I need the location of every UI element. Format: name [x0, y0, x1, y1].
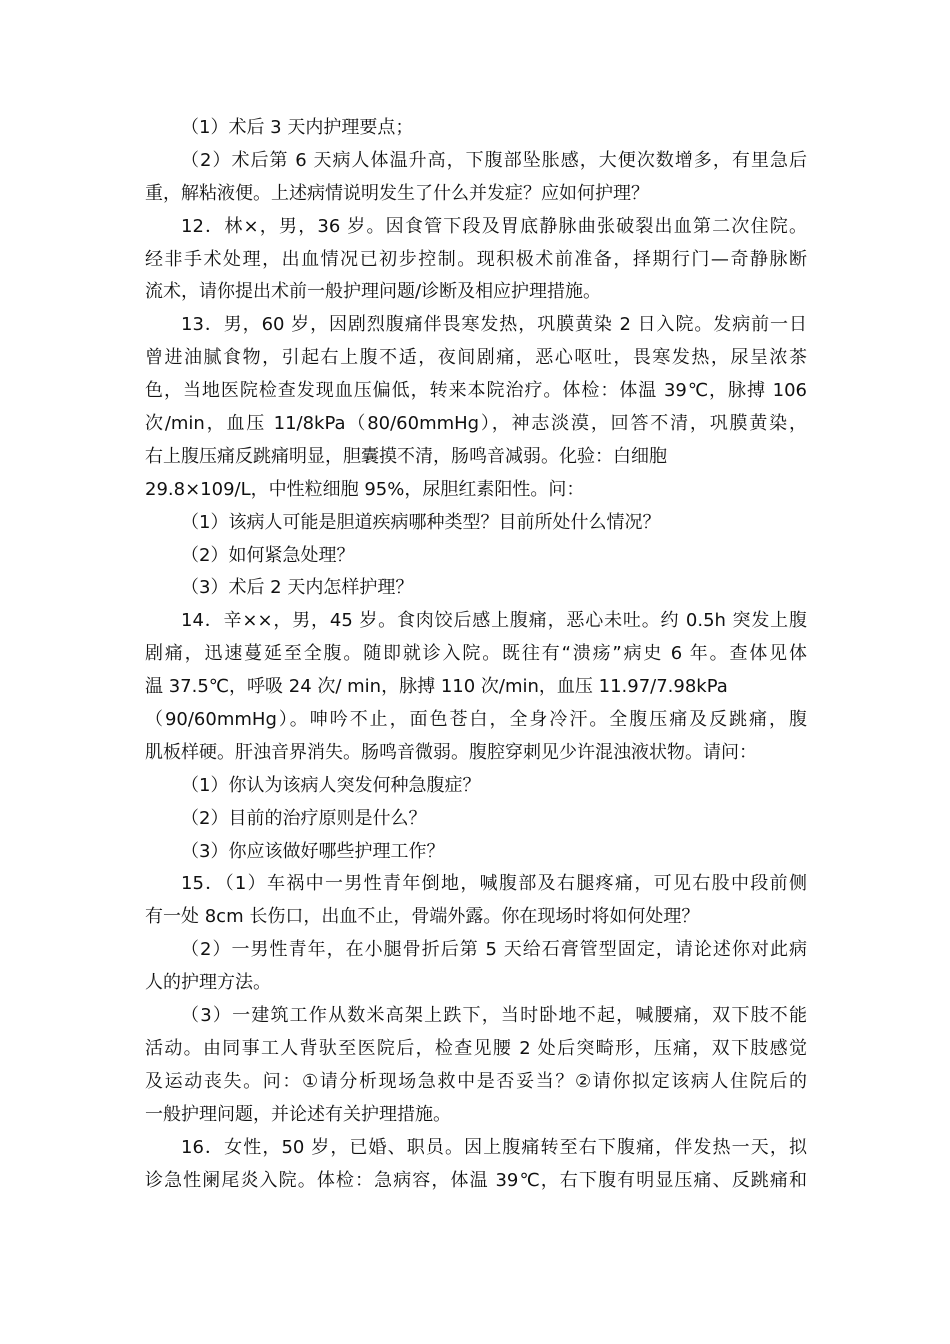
text-line: 有一处 8cm 长伤口，出血不止，骨端外露。你在现场时将如何处理？: [145, 906, 700, 928]
text-line: 14．辛××，男，45 岁。食肉饺后感上腹痛，恶心未吐。约 0.5h 突发上腹: [181, 610, 807, 632]
text-line: 流术，请你提出术前一般护理问题/诊断及相应护理措施。: [145, 281, 602, 303]
text-line: （1）该病人可能是胆道疾病哪种类型？目前所处什么情况？: [181, 511, 661, 533]
text-line: （2）一男性青年，在小腿骨折后第 5 天给石膏管型固定，请论述你对此病: [181, 939, 807, 961]
text-line: 色，当地医院检查发现血压偏低，转来本院治疗。体检：体温 39℃，脉搏 106: [145, 380, 807, 402]
text-line: （2）术后第 6 天病人体温升高，下腹部坠胀感，大便次数增多，有里急后: [181, 149, 807, 171]
text-line: 一般护理问题，并论述有关护理措施。: [145, 1103, 451, 1125]
text-line: 次/min，血压 11/8kPa（80/60mmHg），神志淡漠，回答不清，巩膜黄染，: [145, 413, 807, 435]
text-line: 温 37.5℃，呼吸 24 次/ min，脉搏 110 次/min，血压 11.97/7.98kPa: [145, 676, 728, 698]
text-line: （2）如何紧急处理？: [181, 544, 355, 566]
text-line: （2）目前的治疗原则是什么？: [181, 807, 427, 829]
text-line: 重，解粘液便。上述病情说明发生了什么并发症？应如何护理？: [145, 182, 649, 204]
text-line: （3）一建筑工作从数米高架上跌下，当时卧地不起，喊腰痛，双下肢不能: [181, 1005, 807, 1027]
text-line: （1）术后 3 天内护理要点；: [181, 117, 414, 138]
text-line: 右上腹压痛反跳痛明显，胆囊摸不清，肠鸣音减弱。化验：白细胞: [145, 445, 667, 467]
text-line: 剧痛，迅速蔓延至全腹。随即就诊入院。既往有“溃疡”病史 6 年。查体见体: [145, 643, 807, 665]
text-line: 经非手术处理，出血情况已初步控制。现积极术前准备，择期行门—奇静脉断: [145, 248, 807, 270]
text-line: 13．男，60 岁，因剧烈腹痛伴畏寒发热，巩膜黄染 2 日入院。发病前一日: [181, 314, 807, 336]
document-body: [145, 112, 807, 1197]
text-line: （3）术后 2 天内怎样护理？: [181, 577, 414, 599]
text-line: （3）你应该做好哪些护理工作？: [181, 840, 445, 862]
text-line: 人的护理方法。: [145, 972, 271, 994]
text-line: （90/60mmHg）。呻吟不止，面色苍白，全身冷汗。全腹压痛及反跳痛，腹: [145, 709, 807, 731]
text-line: 活动。由同事工人背驮至医院后，检查见腰 2 处后突畸形，压痛，双下肢感觉: [145, 1037, 807, 1059]
text-line: 16．女性，50 岁，已婚、职员。因上腹痛转至右下腹痛，伴发热一天，拟: [181, 1136, 807, 1158]
text-line: 29.8×109/L，中性粒细胞 95%，尿胆红素阳性。问：: [145, 478, 585, 500]
text-line: （1）你认为该病人突发何种急腹症？: [181, 774, 481, 796]
text-line: 肌板样硬。肝浊音界消失。肠鸣音微弱。腹腔穿刺见少许混浊液状物。请问：: [145, 741, 757, 763]
text-line: 15．（1）车祸中一男性青年倒地，喊腹部及右腿疼痛，可见右股中段前侧: [181, 873, 807, 895]
text-line: 曾进油腻食物，引起右上腹不适，夜间剧痛，恶心呕吐，畏寒发热，尿呈浓茶: [145, 347, 807, 369]
text-line: 及运动丧失。问：①请分析现场急救中是否妥当？②请你拟定该病人住院后的: [145, 1070, 807, 1092]
text-line: 诊急性阑尾炎入院。体检：急病容，体温 39℃，右下腹有明显压痛、反跳痛和: [145, 1169, 807, 1191]
text-line: 12．林×，男，36 岁。因食管下段及胃底静脉曲张破裂出血第二次住院。: [181, 215, 807, 237]
